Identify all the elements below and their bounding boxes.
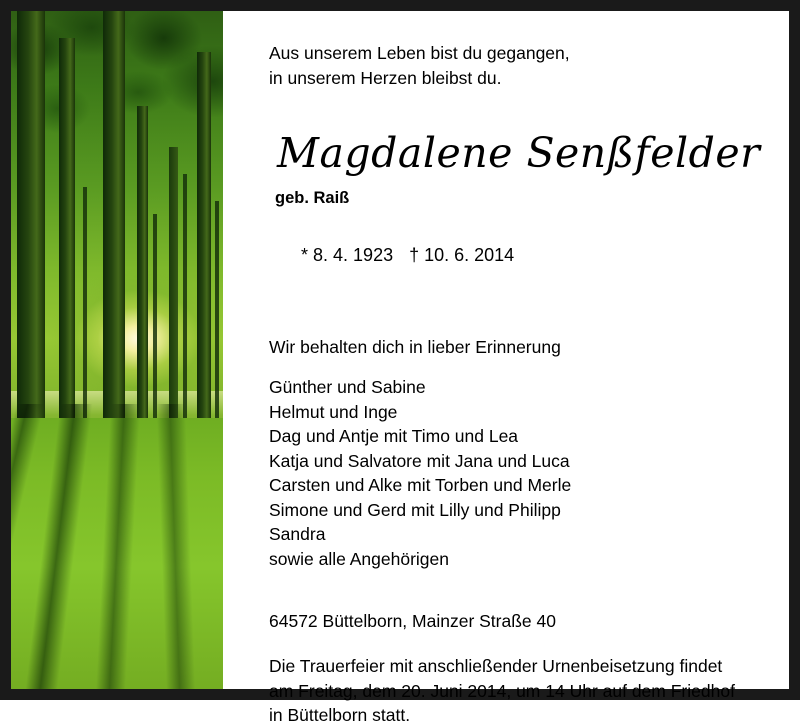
tree-trunk — [169, 147, 178, 418]
tree-trunk — [17, 11, 45, 431]
birth-date: * 8. 4. 1923 — [301, 245, 394, 265]
remembrance-line: Wir behalten dich in lieber Erinnerung — [269, 337, 561, 357]
tree-sapling — [215, 201, 219, 418]
verse-line: in unserem Herzen bleibst du. — [269, 68, 502, 88]
family-line: Carsten und Alke mit Torben und Merle — [269, 475, 572, 495]
tree-sapling — [83, 187, 87, 418]
family-line: Dag und Antje mit Timo und Lea — [269, 426, 519, 446]
ceremony-line: Die Trauerfeier mit anschließender Urnenbeisetzung findet — [269, 656, 723, 676]
family-list — [269, 375, 771, 571]
family-line: Simone und Gerd mit Lilly und Philipp — [269, 499, 561, 520]
ceremony-line: in Büttelborn statt. — [269, 705, 411, 725]
forest-photo — [11, 11, 223, 689]
tree-sapling — [153, 214, 157, 417]
address-line: 64572 Büttelborn, Mainzer Straße 40 — [269, 611, 556, 631]
maiden-name: geb. Raiß — [275, 189, 350, 207]
family-line: sowie alle Angehörigen — [269, 548, 449, 569]
tree-shadows — [11, 404, 223, 689]
deceased-name: Magdalene Senßfelder — [277, 129, 761, 177]
tree-trunk — [103, 11, 125, 431]
family-line: Günther und Sabine — [269, 377, 426, 397]
notice-text — [223, 11, 789, 725]
family-line: Helmut und Inge — [269, 401, 398, 422]
ceremony-line: am Freitag, dem 20. Juni 2014, um 14 Uhr auf dem Friedhof — [269, 680, 735, 701]
verse — [269, 41, 771, 91]
tree-sapling — [183, 174, 187, 418]
life-dates — [271, 224, 771, 287]
tree-trunk — [137, 106, 148, 431]
tree-trunk — [59, 38, 75, 431]
ceremony-details — [269, 654, 771, 728]
verse-line: Aus unserem Leben bist du gegangen, — [269, 43, 570, 63]
death-date: † 10. 6. 2014 — [409, 245, 515, 265]
tree-trunk — [197, 52, 211, 432]
family-line: Katja und Salvatore mit Jana und Luca — [269, 450, 570, 471]
family-line: Sandra — [269, 524, 326, 544]
